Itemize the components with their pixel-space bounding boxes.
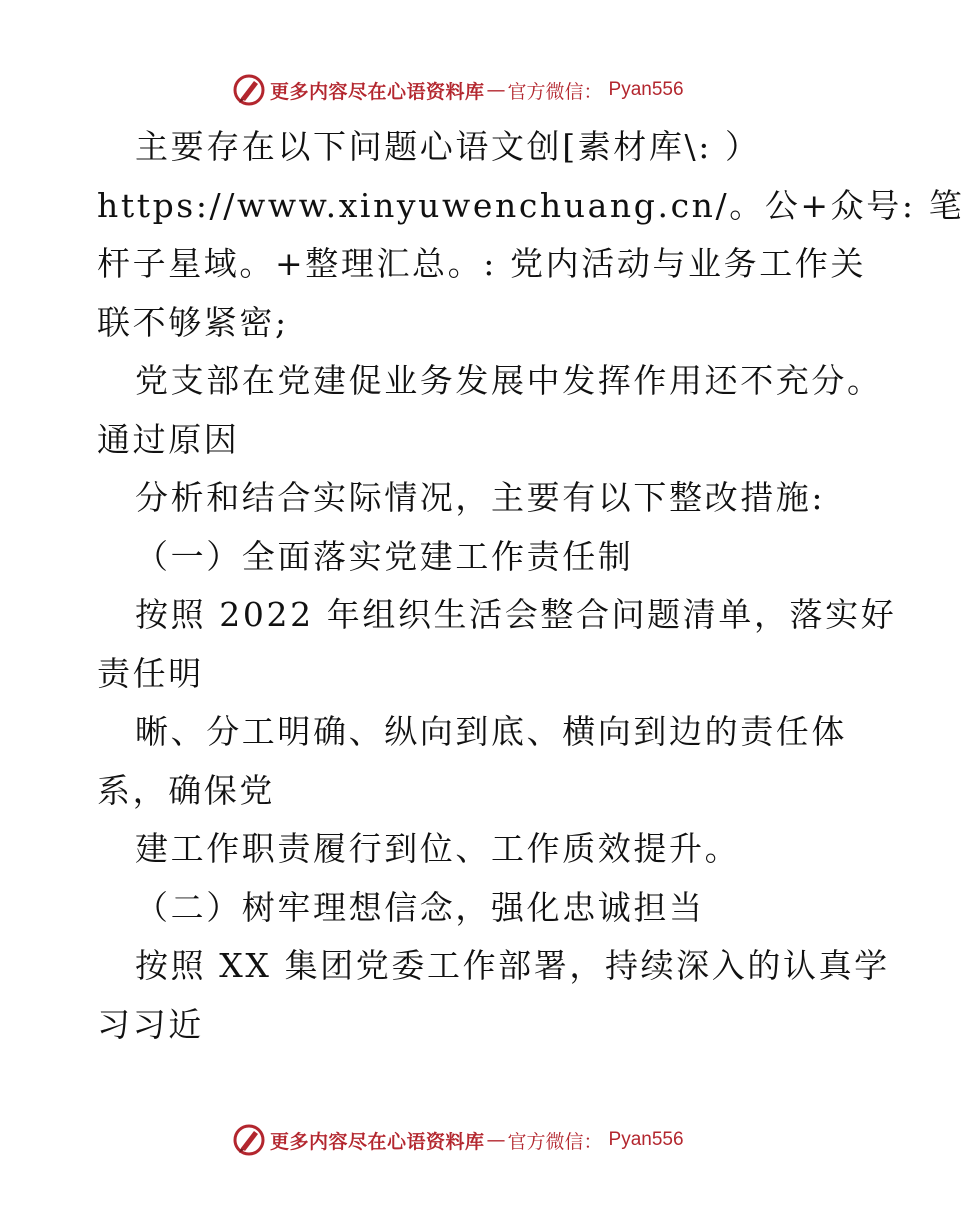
- text-line: 联不够紧密;: [97, 302, 289, 342]
- watermark-text: 更多内容尽在心语资料库: [270, 80, 485, 103]
- text-line: 分析和结合实际情况，主要有以下整改措施:: [135, 478, 826, 517]
- watermark-label: 官方微信：: [507, 80, 603, 103]
- watermark-dash: —: [486, 79, 506, 101]
- watermark-text: 更多内容尽在心语资料库: [270, 1130, 485, 1153]
- text-line: 主要存在以下问题心语文创[素材库\: ）: [135, 127, 761, 166]
- watermark-label: 官方微信：: [507, 1130, 603, 1153]
- watermark-dash: —: [486, 1129, 506, 1151]
- text-line: 杆子星域。+整理汇总。: 党内活动与业务工作关: [97, 244, 867, 283]
- watermark-id: Pyan556: [608, 1129, 684, 1150]
- pen-logo-icon: [232, 73, 266, 107]
- text-line: 通过原因: [97, 419, 240, 459]
- text-line: 按照 2022 年组织生活会整合问题清单，落实好: [135, 595, 897, 634]
- text-line: 按照 XX 集团党委工作部署，持续深入的认真学: [135, 946, 890, 985]
- text-line: 建工作职责履行到位、工作质效提升。: [135, 829, 741, 868]
- text-line: 习习近: [97, 1004, 204, 1044]
- section-heading: （二）树牢理想信念，强化忠诚担当: [135, 887, 705, 927]
- text-line: 责任明: [97, 653, 204, 693]
- text-line: 党支部在党建促业务发展中发挥作用还不充分。: [135, 361, 883, 400]
- text-line: 系，确保党: [97, 770, 275, 810]
- footer-watermark: [232, 1120, 752, 1160]
- header-watermark: [232, 70, 752, 110]
- text-line: https://www.xinyuwenchuang.cn/。公+众号: 笔: [97, 185, 964, 225]
- section-heading: （一）全面落实党建工作责任制: [135, 536, 634, 576]
- document-body: [97, 118, 964, 1054]
- watermark-id: Pyan556: [608, 79, 684, 100]
- text-line: 晰、分工明确、纵向到底、横向到边的责任体: [135, 712, 847, 751]
- pen-logo-icon: [232, 1123, 266, 1157]
